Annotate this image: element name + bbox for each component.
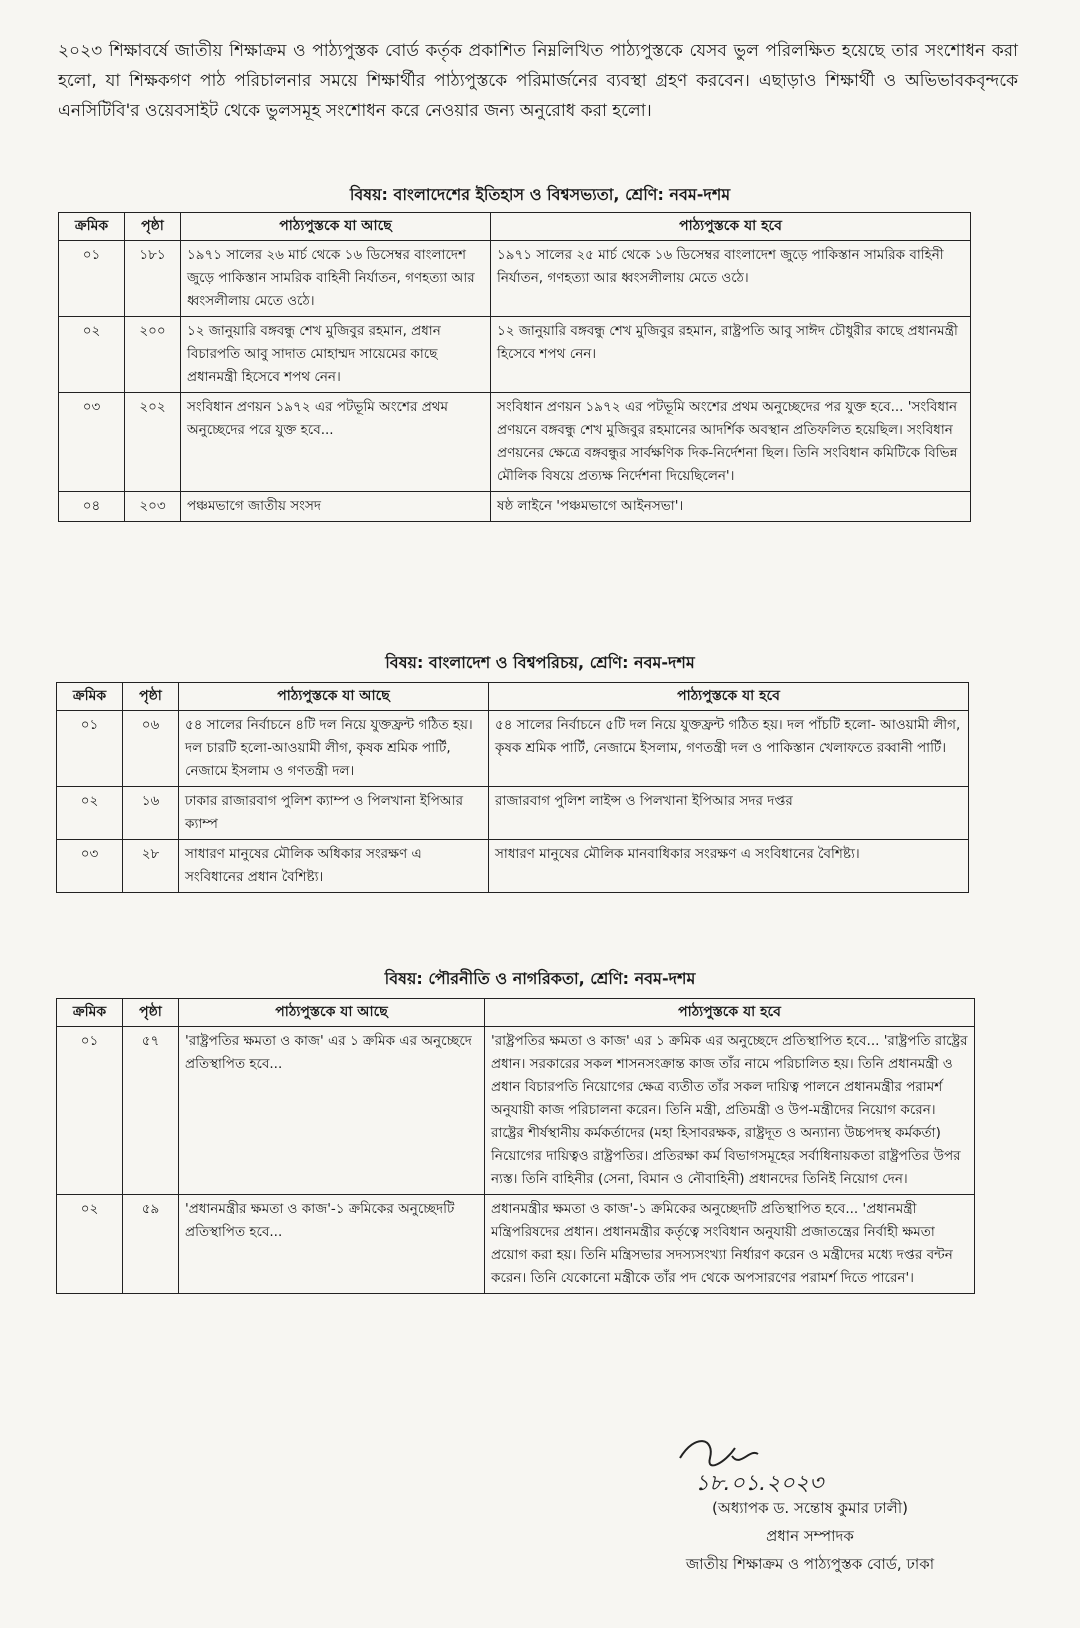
serial-cell: ০২	[59, 317, 125, 393]
serial-cell: ০২	[57, 787, 123, 840]
section-title: বিষয়: বাংলাদেশের ইতিহাস ও বিশ্বসভ্যতা, শ্রেণি: নবম-দশম	[349, 185, 731, 204]
page-cell: ২০২	[125, 393, 181, 492]
page-cell: ৫৯	[123, 1195, 179, 1294]
is-cell: সংবিধান প্রণয়ন ১৯৭২ এর পটভূমি অংশের প্রথম অনুচ্ছেদের পরে যুক্ত হবে...	[181, 393, 491, 492]
errata-table	[58, 212, 971, 522]
table-row	[59, 492, 971, 522]
page-cell: ২০০	[125, 317, 181, 393]
is-cell: 'রাষ্ট্রপতির ক্ষমতা ও কাজ' এর ১ ক্রমিক এর অনুচ্ছেদে প্রতিস্থাপিত হবে...	[179, 1027, 485, 1195]
intro-paragraph: ২০২৩ শিক্ষাবর্ষে জাতীয় শিক্ষাক্রম ও পাঠ্যপুস্তক বোর্ড কর্তৃক প্রকাশিত নিম্নলিখিত পাঠ্যপুস্তকে যেসব ভুল পরিলক্ষিত হয়েছে তার সংশোধন করা হলো, যা শিক্ষকগণ পাঠ পরিচালনার সময়ে শিক্ষার্থীর পাঠ্যপুস্তকে পরিমার্জনের ব্যবস্থা গ্রহণ করবেন। এছাড়াও শিক্ষার্থী ও অভিভাবকবৃন্দকে এনসিটিবি'র ওয়েবসাইট থেকে ভুলসমূহ সংশোধন করে নেওয়ার জন্য অনুরোধ করা হলো।	[58, 41, 1018, 121]
col-is-header: পাঠ্যপুস্তকে যা আছে	[181, 213, 491, 241]
is-cell: সাধারণ মানুষের মৌলিক অধিকার সংরক্ষণ এ সংবিধানের প্রধান বৈশিষ্ট্য।	[179, 840, 489, 893]
col-is-header: পাঠ্যপুস্তকে যা আছে	[179, 683, 489, 711]
serial-cell: ০৪	[59, 492, 125, 522]
page-cell: ০৬	[123, 711, 179, 787]
table-row	[57, 840, 969, 893]
will-be-cell: ৫৪ সালের নির্বাচনে ৫টি দল নিয়ে যুক্তফ্রন্ট গঠিত হয়। দল পাঁচটি হলো- আওয়ামী লীগ, কৃষক শ্রমিক পার্টি, নেজামে ইসলাম, গণতন্ত্রী দল ও পাকিস্তান খেলাফতে রব্বানী পার্টি।	[489, 711, 969, 787]
signature-date: ১৮.০১.২০২৩	[695, 1471, 824, 1496]
table-row	[57, 1027, 975, 1195]
will-be-cell: সাধারণ মানুষের মৌলিক মানবাধিকার সংরক্ষণ এ সংবিধানের বৈশিষ্ট্য।	[489, 840, 969, 893]
col-serial-header: ক্রমিক	[57, 999, 123, 1027]
signatory-organization: জাতীয় শিক্ষাক্রম ও পাঠ্যপুস্তক বোর্ড, ঢাকা	[685, 1555, 935, 1573]
will-be-cell: রাজারবাগ পুলিশ লাইন্স ও পিলখানা ইপিআর সদর দপ্তর	[489, 787, 969, 840]
col-page-header: পৃষ্ঠা	[123, 999, 179, 1027]
col-serial-header: ক্রমিক	[59, 213, 125, 241]
page-cell: ১৮১	[125, 241, 181, 317]
serial-cell: ০১	[57, 711, 123, 787]
col-serial-header: ক্রমিক	[57, 683, 123, 711]
is-cell: ১২ জানুয়ারি বঙ্গবন্ধু শেখ মুজিবুর রহমান, প্রধান বিচারপতি আবু সাদাত মোহাম্মদ সায়েমের কাছে প্রধানমন্ত্রী হিসেবে শপথ নেন।	[181, 317, 491, 393]
will-be-cell: ১২ জানুয়ারি বঙ্গবন্ধু শেখ মুজিবুর রহমান, রাষ্ট্রপতি আবু সাঈদ চৌধুরীর কাছে প্রধানমন্ত্রী হিসেবে শপথ নেন।	[491, 317, 971, 393]
signature-block	[600, 1494, 1020, 1578]
page-cell: ৫৭	[123, 1027, 179, 1195]
errata-table	[56, 682, 969, 893]
is-cell: ঢাকার রাজারবাগ পুলিশ ক্যাম্প ও পিলখানা ইপিআর ক্যাম্প	[179, 787, 489, 840]
page-cell: ১৬	[123, 787, 179, 840]
is-cell: ১৯৭১ সালের ২৬ মার্চ থেকে ১৬ ডিসেম্বর বাংলাদেশ জুড়ে পাকিস্তান সামরিক বাহিনী নির্যাতন, গণহত্যা আর ধ্বংসলীলায় মেতে ওঠে।	[181, 241, 491, 317]
is-cell: পঞ্চমভাগে জাতীয় সংসদ	[181, 492, 491, 522]
page-cell: ২০৩	[125, 492, 181, 522]
table-header-row	[57, 683, 969, 711]
col-will-be-header: পাঠ্যপুস্তকে যা হবে	[485, 999, 975, 1027]
serial-cell: ০১	[57, 1027, 123, 1195]
serial-cell: ০৩	[57, 840, 123, 893]
is-cell: ৫৪ সালের নির্বাচনে ৪টি দল নিয়ে যুক্তফ্রন্ট গঠিত হয়। দল চারটি হলো-আওয়ামী লীগ, কৃষক শ্রমিক পার্টি, নেজামে ইসলাম ও গণতন্ত্রী দল।	[179, 711, 489, 787]
section-title: বিষয়: বাংলাদেশ ও বিশ্বপরিচয়, শ্রেণি: নবম-দশম	[385, 653, 695, 672]
table-header-row	[57, 999, 975, 1027]
table-row	[59, 241, 971, 317]
serial-cell: ০৩	[59, 393, 125, 492]
signature-image	[640, 1428, 920, 1498]
table-row	[57, 1195, 975, 1294]
will-be-cell: প্রধানমন্ত্রীর ক্ষমতা ও কাজ'-১ ক্রমিকের অনুচ্ছেদটি প্রতিস্থাপিত হবে... 'প্রধানমন্ত্রী মন্ত্রিপরিষদের প্রধান। প্রধানমন্ত্রীর কর্তৃত্বে সংবিধান অনুযায়ী প্রজাতন্ত্রের নির্বাহী ক্ষমতা প্রয়োগ করা হয়। তিনি মন্ত্রিসভার সদস্যসংখ্যা নির্ধারণ করেন ও মন্ত্রীদের মধ্যে দপ্তর বন্টন করেন। তিনি যেকোনো মন্ত্রীকে তাঁর পদ থেকে অপসারণের পরামর্শ দিতে পারেন'।	[485, 1195, 975, 1294]
signatory-name: (অধ্যাপক ড. সন্তোষ কুমার ঢালী)	[712, 1499, 908, 1517]
will-be-cell: ১৯৭১ সালের ২৫ মার্চ থেকে ১৬ ডিসেম্বর বাংলাদেশ জুড়ে পাকিস্তান সামরিক বাহিনী নির্যাতন, গণহত্যা আর ধ্বংসলীলায় মেতে ওঠে।	[491, 241, 971, 317]
table-row	[59, 317, 971, 393]
serial-cell: ০২	[57, 1195, 123, 1294]
table-row	[57, 787, 969, 840]
signatory-designation: প্রধান সম্পাদক	[766, 1527, 854, 1545]
table-row	[57, 711, 969, 787]
table-row	[59, 393, 971, 492]
will-be-cell: 'রাষ্ট্রপতির ক্ষমতা ও কাজ' এর ১ ক্রমিক এর অনুচ্ছেদে প্রতিস্থাপিত হবে... 'রাষ্ট্রপতি রাষ্ট্রের প্রধান। সরকারের সকল শাসনসংক্রান্ত কাজ তাঁর নামে পরিচালিত হয়। তিনি প্রধানমন্ত্রী ও প্রধান বিচারপতি নিয়োগের ক্ষেত্র ব্যতীত তাঁর সকল দায়িত্ব পালনে প্রধানমন্ত্রীর পরামর্শ অনুযায়ী কাজ পরিচালনা করেন। তিনি মন্ত্রী, প্রতিমন্ত্রী ও উপ-মন্ত্রীদের নিয়োগ করেন। রাষ্ট্রের শীর্ষস্থানীয় কর্মকর্তাদের (মহা হিসাবরক্ষক, রাষ্ট্রদূত ও অন্যান্য উচ্চপদস্থ কর্মকর্তা) নিয়োগের দায়িত্বও রাষ্ট্রপতির। প্রতিরক্ষা কর্ম বিভাগসমূহের সর্বাধিনায়কতা রাষ্ট্রপতির উপর ন্যস্ত। তিনি বাহিনীর (সেনা, বিমান ও নৌবাহিনী) প্রধানদের তিনিই নিয়োগ দেন।	[485, 1027, 975, 1195]
col-will-be-header: পাঠ্যপুস্তকে যা হবে	[491, 213, 971, 241]
will-be-cell: সংবিধান প্রণয়ন ১৯৭২ এর পটভূমি অংশের প্রথম অনুচ্ছেদের পর যুক্ত হবে... 'সংবিধান প্রণয়নে বঙ্গবন্ধু শেখ মুজিবুর রহমানের আদর্শিক অবস্থান প্রতিফলিত হয়েছিল। সংবিধান প্রণয়নের ক্ষেত্রে বঙ্গবন্ধুর সার্বক্ষণিক দিক-নির্দেশনা ছিল। তিনি সংবিধান কমিটিকে বিভিন্ন মৌলিক বিষয়ে প্রত্যক্ষ নির্দেশনা দিয়েছিলেন'।	[491, 393, 971, 492]
col-is-header: পাঠ্যপুস্তকে যা আছে	[179, 999, 485, 1027]
col-page-header: পৃষ্ঠা	[123, 683, 179, 711]
serial-cell: ০১	[59, 241, 125, 317]
col-will-be-header: পাঠ্যপুস্তকে যা হবে	[489, 683, 969, 711]
page-cell: ২৮	[123, 840, 179, 893]
section-title: বিষয়: পৌরনীতি ও নাগরিকতা, শ্রেণি: নবম-দশম	[384, 969, 696, 988]
will-be-cell: ষষ্ঠ লাইনে 'পঞ্চমভাগে আইনসভা'।	[491, 492, 971, 522]
col-page-header: পৃষ্ঠা	[125, 213, 181, 241]
errata-table	[56, 998, 975, 1294]
table-header-row	[59, 213, 971, 241]
is-cell: 'প্রধানমন্ত্রীর ক্ষমতা ও কাজ'-১ ক্রমিকের অনুচ্ছেদটি প্রতিস্থাপিত হবে...	[179, 1195, 485, 1294]
